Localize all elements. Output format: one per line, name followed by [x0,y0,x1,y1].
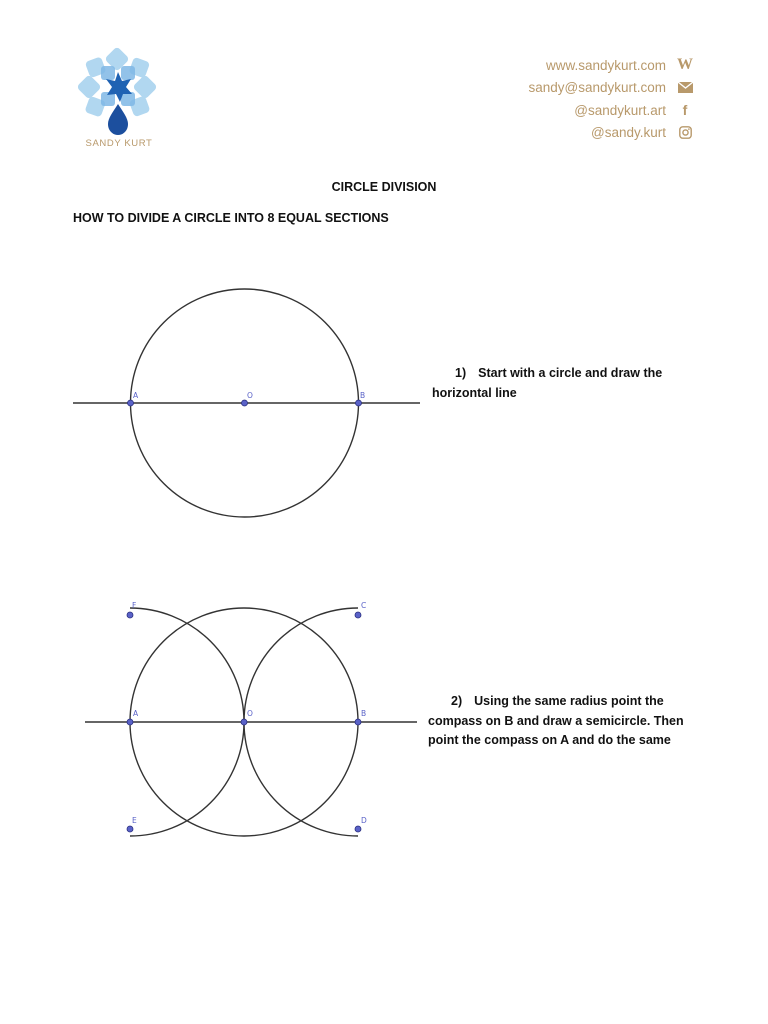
step-1-line-2: horizontal line [432,385,517,400]
fig2-point-o [241,719,247,725]
step-2-line-2: compass on B and draw a semicircle. Then [428,713,684,728]
fig2-point-e [127,826,133,832]
website-text[interactable]: www.sandykurt.com [545,57,666,73]
step-2-number: 2) [451,694,463,708]
step-2-line-3: point the compass on A and do the same [428,733,671,747]
step-1-number: 1) [455,366,467,380]
fig2-label-d: D [361,816,367,825]
step-2-text [428,692,684,751]
fig2-point-c [355,612,361,618]
fig2-label-e: E [132,816,137,825]
fig1-label-a: A [133,391,139,400]
page-title: CIRCLE DIVISION [331,180,437,194]
fig2-label-b: B [361,709,367,718]
fig2-label-c: C [361,601,367,610]
website-w-icon: W [677,56,693,74]
step-1-line-1-text: Start with a circle and draw the [478,366,663,380]
fig1-label-b: B [360,391,366,400]
instagram-text[interactable]: @sandy.kurt [591,125,666,141]
fig2-label-f: F [132,601,137,610]
step-2-line-1 [428,692,684,712]
fig2-point-a [127,719,133,725]
fig1-label-o: O [247,391,253,400]
fig2-point-d [355,826,361,832]
email-text[interactable]: sandy@sandykurt.com [528,80,666,96]
facebook-icon: f [682,102,688,119]
fig2-label-a: A [133,709,139,718]
section-heading: HOW TO DIVIDE A CIRCLE INTO 8 EQUAL SECTIONS [73,211,389,225]
brand-name: SANDY KURT [85,138,153,149]
fig2-label-o: O [247,709,253,718]
facebook-text[interactable]: @sandykurt.art [574,102,666,118]
fig2-point-f [127,612,133,618]
step-2-line-1-text: Using the same radius point the [474,694,664,708]
fig2-point-b [355,719,361,725]
